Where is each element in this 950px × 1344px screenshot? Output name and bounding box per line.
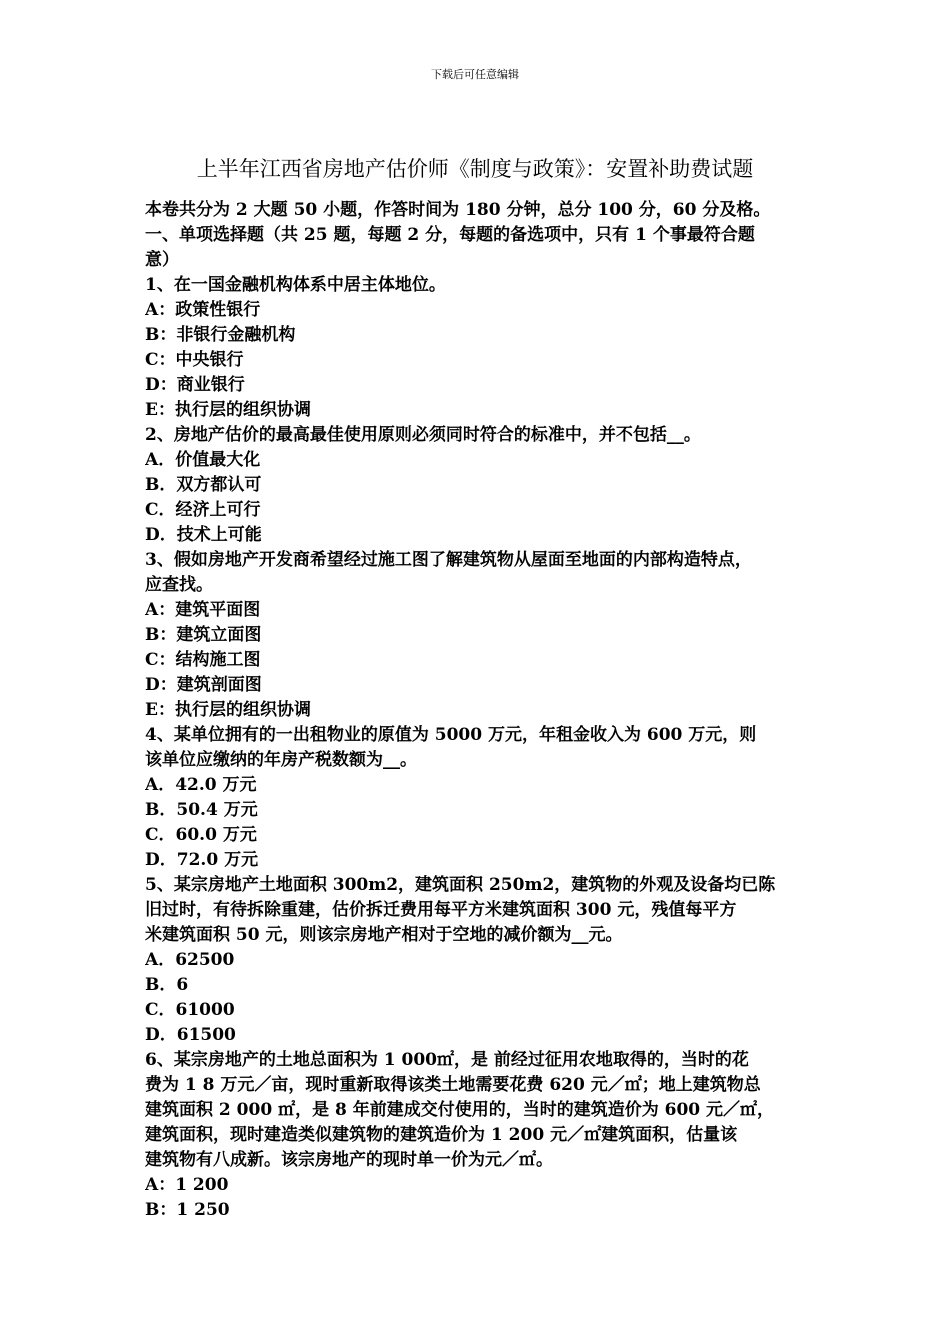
answer-option: D．61500 [145, 1025, 236, 1045]
question-stem: 建筑面积，现时建造类似建筑物的建筑造价为 1 200 元／㎡建筑面积，估量该 [145, 1125, 738, 1145]
answer-option: B：建筑立面图 [145, 625, 262, 645]
answer-option: B．双方都认可 [145, 475, 262, 495]
answer-option: D：建筑剖面图 [145, 675, 262, 695]
question-stem: 5、某宗房地产土地面积 300m2，建筑面积 250m2，建筑物的外观及设备均已陈 [145, 875, 776, 895]
header-note: 下载后可任意编辑 [431, 68, 519, 81]
question-3 [145, 548, 820, 723]
question-6 [145, 1048, 820, 1223]
answer-option: A．42.0 万元 [145, 775, 257, 795]
answer-option: A：政策性银行 [145, 300, 261, 320]
exam-summary: 本卷共分为 2 大题 50 小题，作答时间为 180 分钟，总分 100 分，60 分及格。 [145, 200, 771, 220]
answer-option: D．72.0 万元 [145, 850, 259, 870]
answer-option: B．50.4 万元 [145, 800, 258, 820]
answer-option: D：商业银行 [145, 375, 245, 395]
question-1 [145, 273, 820, 423]
question-stem: 米建筑面积 50 元，则该宗房地产相对于空地的减价额为__元。 [145, 925, 623, 945]
document-body [145, 198, 820, 1223]
answer-option: B：1 250 [145, 1200, 230, 1220]
answer-option: E：执行层的组织协调 [145, 700, 311, 720]
question-stem: 6、某宗房地产的土地总面积为 1 000㎡，是 前经过征用农地取得的，当时的花 [145, 1050, 749, 1070]
question-stem: 1、在一国金融机构体系中居主体地位。 [145, 275, 446, 295]
question-stem: 应查找。 [145, 575, 213, 595]
question-2 [145, 423, 820, 548]
answer-option: D．技术上可能 [145, 525, 262, 545]
question-stem: 3、假如房地产开发商希望经过施工图了解建筑物从屋面至地面的内部构造特点， [145, 550, 752, 570]
section-heading-line: 一、单项选择题（共 25 题，每题 2 分，每题的备选项中，只有 1 个事最符合题 [145, 225, 755, 245]
question-5 [145, 873, 820, 1048]
question-stem: 4、某单位拥有的一出租物业的原值为 5000 万元，年租金收入为 600 万元，则 [145, 725, 757, 745]
answer-option: C：结构施工图 [145, 650, 261, 670]
answer-option: C．60.0 万元 [145, 825, 257, 845]
question-stem: 建筑物有八成新。该宗房地产的现时单一价为元／㎡。 [145, 1150, 553, 1170]
answer-option: A．价值最大化 [145, 450, 261, 470]
question-stem: 费为 1 8 万元／亩，现时重新取得该类土地需要花费 620 元／㎡；地上建筑物总 [145, 1075, 761, 1095]
answer-option: B：非银行金融机构 [145, 325, 296, 345]
question-4 [145, 723, 820, 873]
answer-option: A．62500 [145, 950, 235, 970]
page-title: 上半年江西省房地产估价师《制度与政策》：安置补助费试题 [196, 157, 754, 181]
answer-option: A：1 200 [145, 1175, 229, 1195]
question-stem: 建筑面积 2 000 ㎡，是 8 年前建成交付使用的，当时的建筑造价为 600 元／㎡， [145, 1100, 775, 1120]
answer-option: C．经济上可行 [145, 500, 261, 520]
question-stem: 旧过时，有待拆除重建，估价拆迁费用每平方米建筑面积 300 元，残值每平方 [145, 900, 737, 920]
answer-option: A：建筑平面图 [145, 600, 261, 620]
question-stem: 2、房地产估价的最高最佳使用原则必须同时符合的标准中，并不包括__。 [145, 425, 701, 445]
answer-option: C．61000 [145, 1000, 235, 1020]
section-heading-line: 意） [145, 250, 179, 270]
answer-option: B．6 [145, 975, 189, 995]
question-stem: 该单位应缴纳的年房产税数额为__。 [145, 750, 417, 770]
answer-option: C：中央银行 [145, 350, 244, 370]
answer-option: E：执行层的组织协调 [145, 400, 311, 420]
